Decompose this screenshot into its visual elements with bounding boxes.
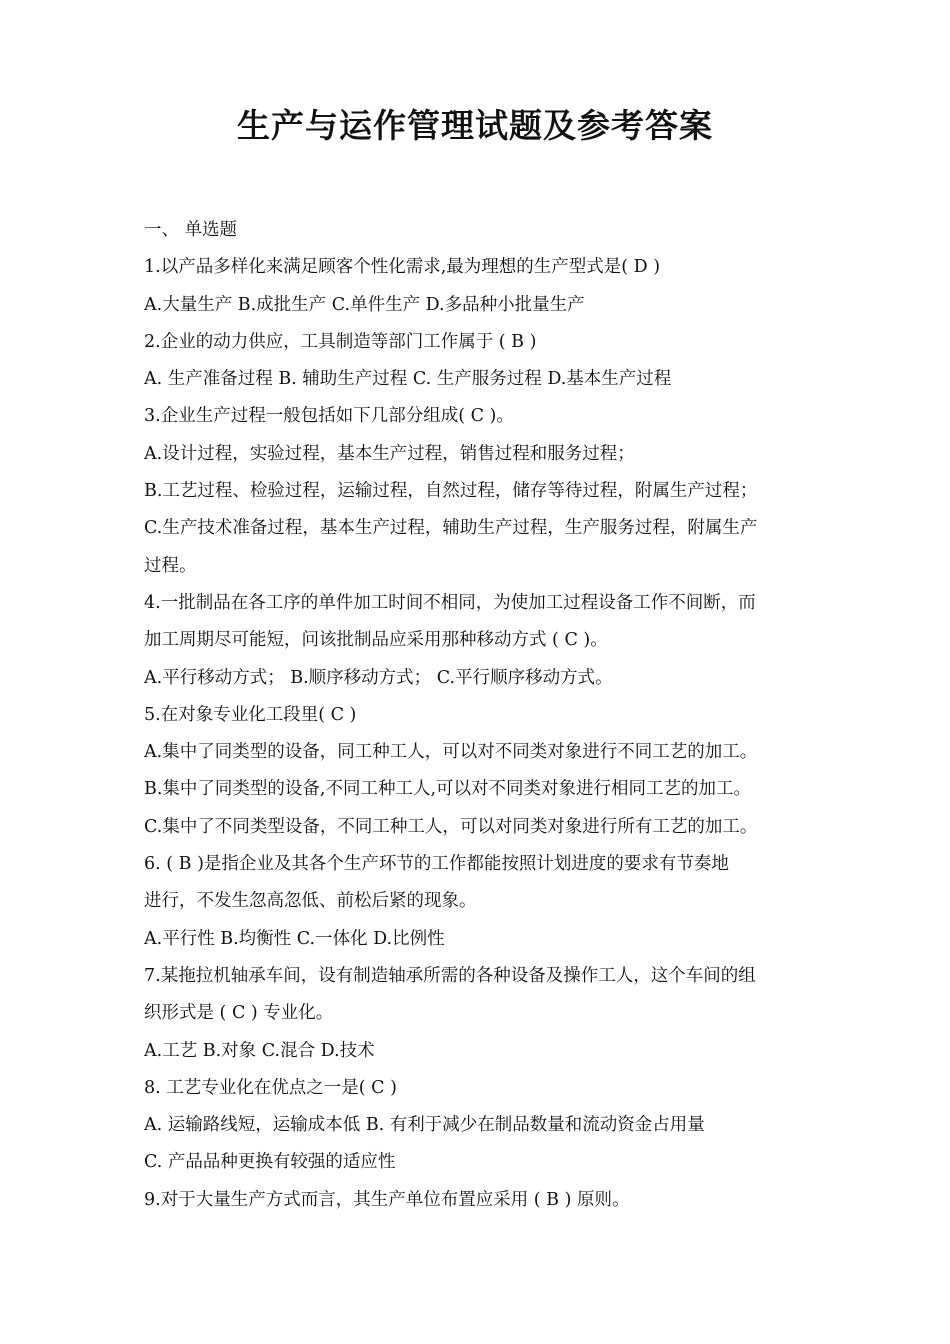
question-4: 4.一批制品在各工序的单件加工时间不相同，为使加工过程设备工作不间断，而 [144, 592, 756, 613]
section-heading: 一、 单选题 [144, 220, 238, 240]
question-3-option-b: B.工艺过程、检验过程，运输过程，自然过程，储存等待过程，附属生产过程； [144, 481, 758, 502]
question-8-option-c: C. 产品品种更换有较强的适应性 [144, 1152, 396, 1173]
question-4-continued: 加工周期尽可能短，问该批制品应采用那种移动方式 ( C )。 [144, 630, 608, 651]
question-7-continued: 织形式是 ( C ) 专业化。 [144, 1003, 334, 1024]
question-4-options: A.平行移动方式； B.顺序移动方式； C.平行顺序移动方式。 [144, 667, 613, 688]
question-5-option-b: B.集中了同类型的设备,不同工种工人,可以对不同类对象进行相同工艺的加工。 [144, 779, 752, 800]
question-8-options-ab: A. 运输路线短，运输成本低 B. 有利于减少在制品数量和流动资金占用量 [144, 1115, 705, 1136]
question-3-option-c: C.生产技术准备过程，基本生产过程，辅助生产过程，生产服务过程，附属生产 [144, 518, 758, 539]
question-8: 8. 工艺专业化在优点之一是( C ) [144, 1077, 397, 1098]
question-1: 1.以产品多样化来满足顾客个性化需求,最为理想的生产型式是( D ) [144, 257, 661, 278]
question-6-options: A.平行性 B.均衡性 C.一体化 D.比例性 [144, 928, 445, 949]
question-9: 9.对于大量生产方式而言，其生产单位布置应采用 ( B ) 原则。 [144, 1189, 630, 1210]
question-1-options: A.大量生产 B.成批生产 C.单件生产 D.多品种小批量生产 [144, 294, 585, 315]
question-2-options: A. 生产准备过程 B. 辅助生产过程 C. 生产服务过程 D.基本生产过程 [144, 369, 672, 390]
question-2: 2.企业的动力供应，工具制造等部门工作属于 ( B ) [144, 331, 537, 352]
question-5-option-c: C.集中了不同类型设备，不同工种工人，可以对同类对象进行所有工艺的加工。 [144, 816, 758, 837]
document-body [144, 212, 812, 1219]
question-6-continued: 进行，不发生忽高忽低、前松后紧的现象。 [144, 891, 477, 912]
question-5-option-a: A.集中了同类型的设备，同工种工人，可以对不同类对象进行不同工艺的加工。 [144, 742, 758, 763]
question-7: 7.某拖拉机轴承车间，设有制造轴承所需的各种设备及操作工人，这个车间的组 [144, 965, 756, 986]
document-title: 生产与运作管理试题及参考答案 [237, 106, 713, 145]
question-7-options: A.工艺 B.对象 C.混合 D.技术 [144, 1040, 375, 1061]
question-3: 3.企业生产过程一般包括如下几部分组成( C )。 [144, 406, 514, 427]
question-5: 5.在对象专业化工段里( C ) [144, 704, 357, 725]
question-6: 6. ( B )是指企业及其各个生产环节的工作都能按照计划进度的要求有节奏地 [144, 854, 729, 875]
question-3-option-c-continued: 过程。 [144, 555, 197, 576]
question-3-option-a: A.设计过程，实验过程，基本生产过程，销售过程和服务过程； [144, 443, 635, 464]
